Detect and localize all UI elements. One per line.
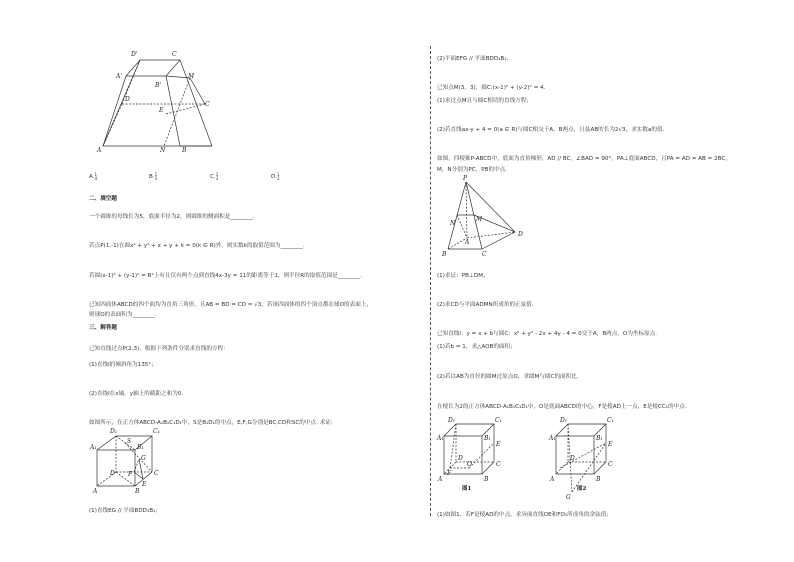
question-tetrahedron-line1: 已知四面体ABCD的四个面均为直角三角形，且AB = BD = CD = √3，若该四面体的四个顶点都在球O的表面上， — [89, 302, 373, 308]
question-tangent-part1: (1)求过点M且与圆C相切的直线方程； — [437, 98, 532, 104]
fig4-label-o: O — [467, 461, 472, 468]
fig1-label-m: M — [188, 73, 195, 80]
fig4-label-a1: A₁ — [437, 435, 444, 442]
fig2-label-b: B — [135, 488, 140, 495]
option-d: D.1 2 — [271, 172, 280, 181]
question-circle-distance: 若圆(x-1)² + (y-1)² = R²上有且仅有两个点到直线4x-3y = 11的距离等于1，则半径R的取值范围是________. — [89, 273, 362, 279]
fig2-label-f: F — [128, 471, 133, 478]
fig1-label-c-top: C — [172, 51, 177, 58]
question-point-outside-circle: 若点P(1,-1)在圆x² + y² + x + y + k = 0(k ∈ R)外，则实数k的取值范围为________. — [89, 243, 305, 249]
fig2-label-a1: A₁ — [90, 444, 97, 451]
fig5-label-g: G — [566, 494, 571, 501]
fig4-label-e: E — [496, 441, 501, 448]
fig4-label-d: D — [458, 455, 463, 462]
fig4-label-c1: C₁ — [495, 417, 502, 424]
fig1-label-b: B — [182, 147, 187, 154]
fig3-label-a: A — [465, 239, 470, 246]
fig3-label-m: M — [476, 216, 483, 223]
question-pyramid-part2: (2)求CD与平面ADMN所成角的正弦值. — [437, 302, 534, 308]
question-pyramid-intro-line1: 如图，四棱锥P-ABCD中，底面为直角梯形，AD // BC，∠BAD = 90°，PA⊥底面ABCD，且PA = AD = AB = 2BC， — [437, 156, 731, 162]
section-answer-title: 三、解答题 — [89, 325, 117, 331]
fig2-label-d1: D₁ — [110, 428, 118, 435]
fig2-label-d: D — [110, 470, 115, 477]
question-line-circle-part2: (2)若以AB为直径的圆M过原点O，求圆M与圆C的面积比. — [437, 374, 579, 380]
fig2-label-s: S — [127, 438, 132, 445]
fig4-label-f: F — [447, 470, 452, 477]
fig4-label-b: B — [484, 476, 489, 483]
question-line-circle-part1: (1)若b = 1，求△AOB的面积； — [437, 344, 516, 350]
section-fill-in-title: 二、填空题 — [89, 196, 117, 202]
fig4-label-d1: D₁ — [448, 417, 456, 424]
fig3-label-n: N — [450, 220, 456, 227]
fig1-label-a: A — [97, 147, 102, 154]
question-line-part2: (2)直线l在x轴，y轴上的截距之和为0. — [89, 391, 184, 397]
question-line-circle-intro: 已知直线l：y = x + b与圆C：x² + y² - 2x + 4y - 4 = 0交于A，B两点，O为坐标原点. — [437, 331, 658, 337]
fig4-caption: 图1 — [462, 486, 472, 492]
fig5-label-a1: A₁ — [549, 435, 556, 442]
fig3-label-d: D — [518, 231, 523, 238]
question-cube2-part1: (1)如图1，若F是棱AD的中点，求异面直线OE和FO₁所成角的余弦值； — [437, 512, 612, 518]
question-pyramid-intro-line2: M，N分别为PC，PB的中点. — [437, 167, 508, 173]
fig2-label-b1: B₁ — [137, 444, 144, 451]
fig5-label-b: B — [596, 476, 601, 483]
fig4-label-a: A — [438, 476, 443, 483]
fig2-label-a: A — [93, 488, 98, 495]
fig5-label-e: E — [608, 441, 613, 448]
question-cube-part2: (2)平面EFG // 平面BDD₁B₁. — [437, 56, 509, 62]
question-tangent-intro: 已知点M(3，3)，圆C:(x-1)² + (y-2)² = 4. — [437, 85, 546, 91]
question-line-intro: 已知直线过点P(2,3)，根据下列条件分别求直线的方程： — [89, 346, 229, 352]
option-c: C.1 3 — [210, 172, 219, 181]
fig5-caption: 图2 — [577, 486, 587, 492]
fig3-label-c: C — [482, 251, 487, 258]
fig1-label-d: D — [125, 96, 130, 103]
fig1-label-n: N — [160, 147, 166, 154]
fig5-label-b1: B₁ — [596, 435, 603, 442]
fig1-label-aprime: A' — [116, 73, 122, 80]
fig1-label-bprime: B' — [155, 82, 162, 89]
fig5-label-d1: D₁ — [560, 417, 568, 424]
fig5-label-c1: C₁ — [607, 417, 614, 424]
question-tangent-part2: (2)若直线ax-y + 4 = 0(a ∈ R)与圆C相交于A，B两点，且弦AB的长为2√3，求实数a的值. — [437, 127, 665, 133]
question-cube-intro: 如图所示，在正方体ABCD-A₁B₁C₁D₁中，S是B₁D₁的中点，E,F,G分别是BC,CD和SC的中点. 求证: — [89, 420, 333, 426]
fig2-label-g: G — [141, 455, 146, 462]
fig2-label-e: E — [142, 481, 147, 488]
question-cube2-intro: 在棱长为2的正方体ABCD-A₁B₁C₁D₁中，O是底面ABCD的中心，F是棱AD上一点，E是棱CC₁的中点. — [437, 404, 687, 410]
fig4-label-c: C — [496, 461, 501, 468]
fig4-label-b1: B₁ — [484, 435, 491, 442]
fig2-label-c: C — [154, 470, 159, 477]
fig1-label-e: E — [159, 107, 164, 114]
fig2-label-c1: C₁ — [153, 428, 160, 435]
fig3-label-p: P — [463, 175, 468, 182]
option-a: A.1 4 — [89, 172, 98, 181]
fig3-label-b: B — [442, 251, 447, 258]
question-pyramid-part1: (1)求证：PB⊥DM； — [437, 273, 489, 279]
fig1-label-dprime: D' — [131, 51, 138, 58]
option-b: B.1 3 — [149, 172, 158, 181]
question-tetrahedron-line2: 则球O的表面积为________. — [89, 312, 157, 318]
question-cube-part1: (1)直线EG // 平面BDD₁B₁； — [89, 508, 161, 514]
fig5-label-d: D — [570, 455, 575, 462]
question-line-part1: (1)直线l的倾斜角为135°； — [89, 362, 157, 368]
fig5-label-c: C — [608, 461, 613, 468]
question-cone: 一个圆锥的母线长为5，底面半径为2，则圆锥的侧面积是________. — [89, 214, 255, 220]
fig1-label-c: C — [205, 101, 210, 108]
fig5-label-a: A — [550, 476, 555, 483]
